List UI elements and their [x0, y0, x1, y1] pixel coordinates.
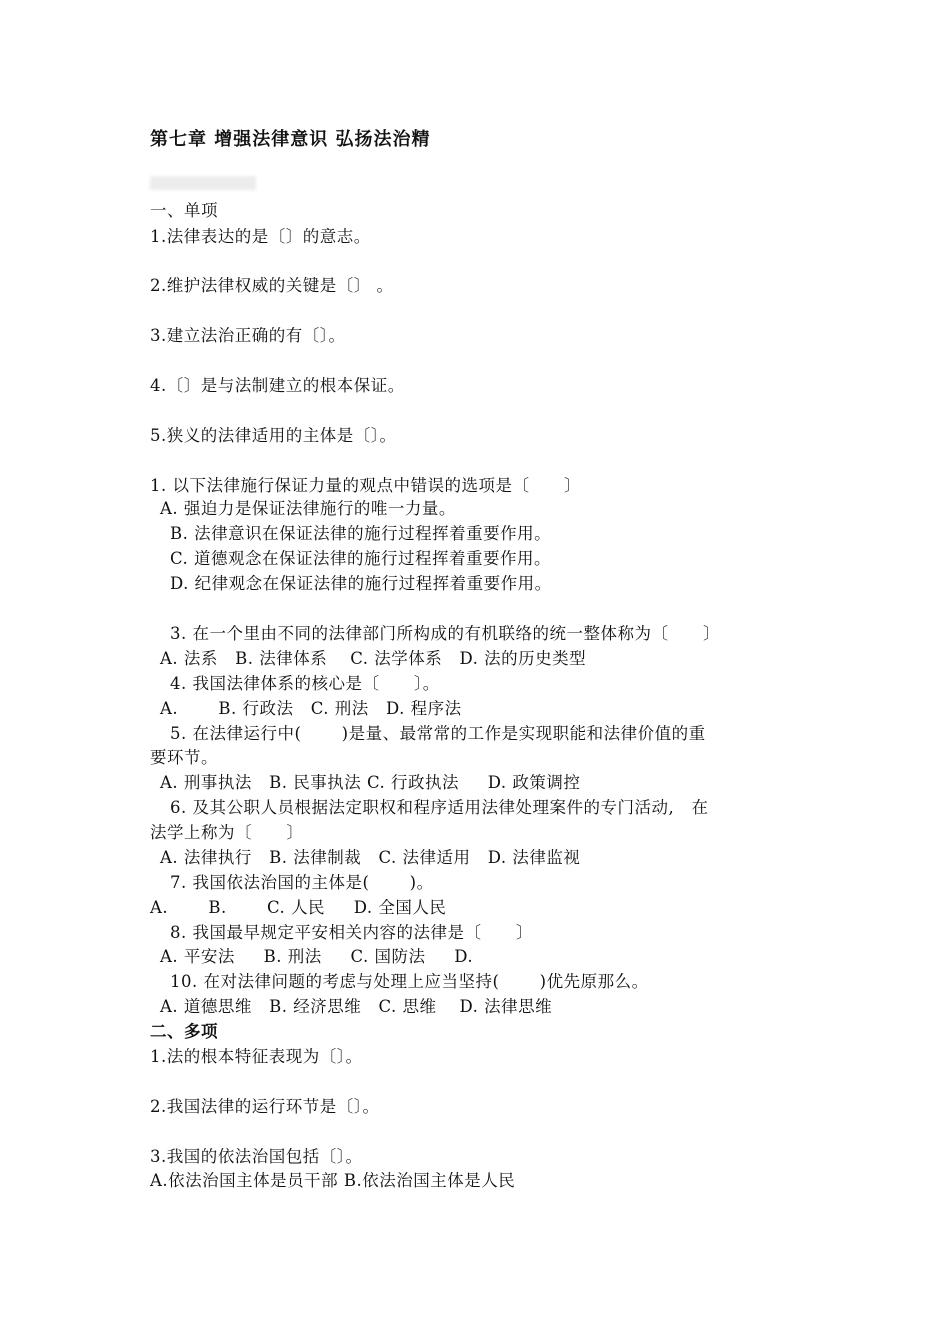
question-6-stem-cont: 法学上称为〔 〕: [150, 823, 304, 842]
question-5-stem: 5. 在法律运行中( )是量、最常常的工作是实现职能和法律价值的重: [170, 724, 706, 743]
question-3-stem: 3. 在一个里由不同的法律部门所构成的有机联络的统一整体称为〔 〕: [170, 624, 720, 643]
question-4-options: A. B. 行政法 C. 刑法 D. 程序法: [160, 699, 462, 718]
question-3-options: A. 法系 B. 法律体系 C. 法学体系 D. 法的历史类型: [160, 649, 587, 668]
question-7-stem: 7. 我国依法治国的主体是( )。: [170, 873, 434, 892]
section2-heading: 二、多项: [150, 1022, 218, 1041]
short-question-4: 4.〔〕是与法制建立的根本保证。: [150, 376, 405, 395]
question-1-stem: 1. 以下法律施行保证力量的观点中错误的选项是〔 〕: [150, 476, 581, 495]
question-6-stem: 6. 及其公职人员根据法定职权和程序适用法律处理案件的专门活动, 在: [170, 798, 709, 817]
short-question-1: 1.法律表达的是〔〕的意志。: [150, 227, 371, 246]
question-1-option-c: C. 道德观念在保证法律的施行过程挥着重要作用。: [170, 549, 552, 568]
section1-heading: 一、单项: [150, 201, 218, 220]
multi-question-3-options: A.依法治国主体是员干部 B.依法治国主体是人民: [150, 1171, 516, 1190]
question-8-stem: 8. 我国最早规定平安相关内容的法律是〔 〕: [170, 923, 533, 942]
question-10-options: A. 道德思维 B. 经济思维 C. 思维 D. 法律思维: [160, 997, 553, 1016]
question-1-option-b: B. 法律意识在保证法律的施行过程挥着重要作用。: [170, 524, 552, 543]
short-question-3: 3.建立法治正确的有〔〕。: [150, 326, 346, 345]
question-7-options: A. B. C. 人民 D. 全国人民: [150, 898, 447, 917]
short-question-5: 5.狭义的法律适用的主体是〔〕。: [150, 426, 397, 445]
multi-question-1: 1.法的根本特征表现为〔〕。: [150, 1047, 363, 1066]
short-question-2: 2.维护法律权威的关键是〔〕 。: [150, 276, 394, 295]
question-8-options: A. 平安法 B. 刑法 C. 国防法 D.: [160, 947, 474, 966]
question-1-option-d: D. 纪律观念在保证法律的施行过程挥着重要作用。: [170, 574, 552, 593]
question-5-stem-cont: 要环节。: [150, 748, 218, 767]
multi-question-2: 2.我国法律的运行环节是〔〕。: [150, 1097, 380, 1116]
faded-text-smudge: [150, 176, 256, 190]
multi-question-3: 3.我国的依法治国包括〔〕。: [150, 1147, 363, 1166]
question-5-options: A. 刑事执法 B. 民事执法 C. 行政执法 D. 政策调控: [160, 773, 581, 792]
question-4-stem: 4. 我国法律体系的核心是〔 〕。: [170, 674, 440, 693]
question-6-options: A. 法律执行 B. 法律制裁 C. 法律适用 D. 法律监视: [160, 848, 581, 867]
question-1-option-a: A. 强迫力是保证法律施行的唯一力量。: [160, 499, 456, 518]
page-title: 第七章 增强法律意识 弘扬法治精: [150, 129, 431, 150]
question-10-stem: 10. 在对法律问题的考虑与处理上应当坚持( )优先原那么。: [170, 972, 649, 991]
